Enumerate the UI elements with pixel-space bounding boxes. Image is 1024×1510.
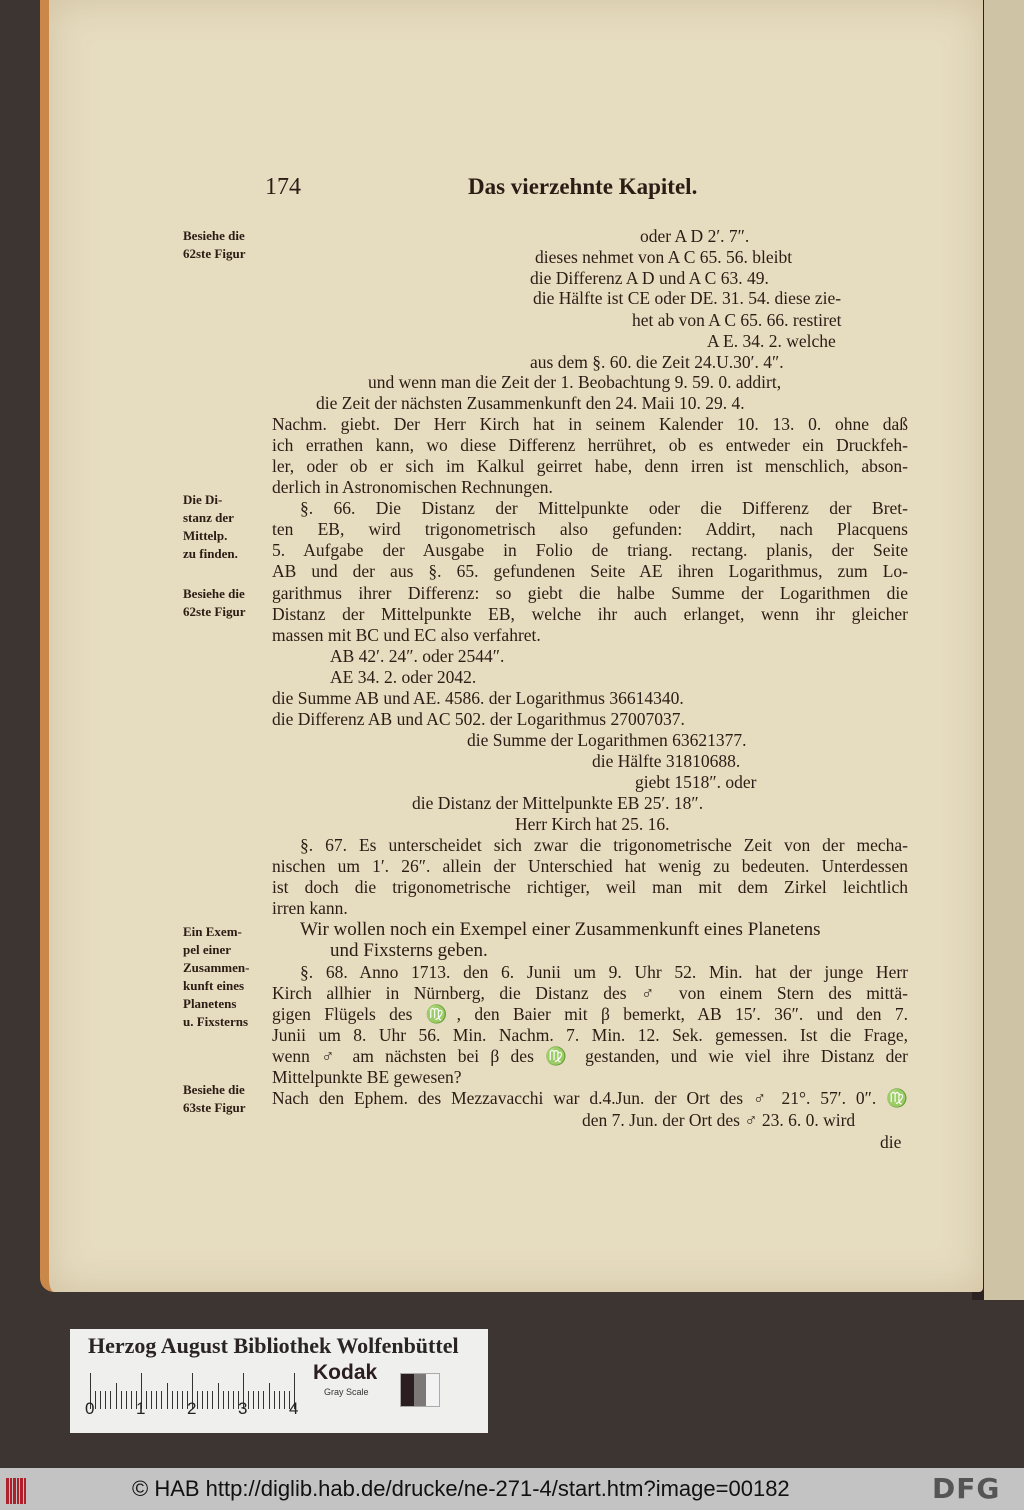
ruler-tick bbox=[95, 1391, 96, 1409]
text-line: die Summe AB und AE. 4586. der Logarithmus 36614340. bbox=[272, 688, 684, 708]
margin-note: Planetens bbox=[183, 996, 237, 1011]
margin-note: Besiehe die bbox=[183, 1082, 245, 1097]
text-line: den 7. Jun. der Ort des ♂ 23. 6. 0. wird bbox=[582, 1110, 856, 1130]
margin-note: Die Di- bbox=[183, 492, 223, 507]
text-line: und wenn man die Zeit der 1. Beobachtung 9. 59. 0. addirt, bbox=[368, 372, 782, 392]
ruler-tick bbox=[202, 1391, 203, 1409]
ruler-tick bbox=[172, 1391, 173, 1409]
text-line: Kirch allhier in Nürnberg, die Distanz des ♂ von einem Stern des mittä- bbox=[272, 983, 908, 1003]
text-line: Herr Kirch hat 25. 16. bbox=[515, 814, 670, 834]
text-line: Distanz der Mittelpunkte EB, welche ihr auch erlanget, wenn ihr gleicher bbox=[272, 604, 908, 624]
text-line: die bbox=[880, 1132, 902, 1152]
text-line: Nachm. giebt. Der Herr Kirch hat in seinem Kalender 10. 13. 0. ohne daß bbox=[272, 414, 908, 434]
ruler-tick bbox=[248, 1391, 249, 1409]
margin-note: 63ste Figur bbox=[183, 1100, 246, 1115]
page-number: 174 bbox=[265, 174, 301, 200]
text-line: AB und der aus §. 65. gefundenen Seite AE ihren Logarithmus, zum Lo- bbox=[272, 561, 908, 581]
text-line: oder A D 2′. 7″. bbox=[640, 226, 750, 246]
text-line: dieses nehmet von A C 65. 56. bleibt bbox=[535, 247, 793, 267]
gray-scale-label: Gray Scale bbox=[324, 1387, 369, 1397]
ruler-tick bbox=[197, 1391, 198, 1409]
text-line: A E. 34. 2. welche bbox=[707, 331, 836, 351]
margin-note: zu finden. bbox=[183, 546, 238, 561]
ruler-tick bbox=[218, 1383, 219, 1409]
text-line: die Hälfte 31810688. bbox=[592, 751, 741, 771]
margin-note: Besiehe die bbox=[183, 586, 245, 601]
text-line: massen mit BC und EC also verfahret. bbox=[272, 625, 541, 645]
next-page-edge bbox=[984, 0, 1024, 1300]
margin-note: Zusammen- bbox=[183, 960, 250, 975]
footer-bar bbox=[0, 1468, 1024, 1510]
text-line: AB 42′. 24″. oder 2544″. bbox=[330, 646, 505, 666]
margin-note: 62ste Figur bbox=[183, 604, 246, 619]
ruler-tick bbox=[223, 1391, 224, 1409]
text-line: 5. Aufgabe der Ausgabe in Folio de triang. rectang. planis, der Seite bbox=[272, 540, 908, 560]
ruler-tick bbox=[156, 1391, 157, 1409]
ruler-tick bbox=[146, 1391, 147, 1409]
text-line: ten EB, wird trigonometrisch also gefunden: Addirt, nach Placquens bbox=[272, 519, 908, 539]
ruler-tick bbox=[228, 1391, 229, 1409]
footer-copyright-link[interactable]: © HAB http://diglib.hab.de/drucke/ne-271-4/start.htm?image=00182 bbox=[132, 1476, 790, 1501]
running-title: Das vierzehnte Kapitel. bbox=[468, 174, 698, 199]
text-line: und Fixsterns geben. bbox=[330, 940, 488, 961]
text-line: die Distanz der Mittelpunkte EB 25′. 18″. bbox=[412, 793, 704, 813]
kodak-logo: Kodak bbox=[313, 1361, 378, 1384]
ruler-tick bbox=[284, 1391, 285, 1409]
margin-note: 62ste Figur bbox=[183, 246, 246, 261]
text-line: Wir wollen noch ein Exempel einer Zusammenkunft eines Planetens bbox=[300, 919, 821, 940]
text-line: wenn ♂ am nächsten bei β des ♍ gestanden, und wie viel ihre Distanz der bbox=[272, 1046, 908, 1066]
text-line: die Summe der Logarithmen 63621377. bbox=[467, 730, 747, 750]
text-line: die Hälfte ist CE oder DE. 31. 54. diese zie- bbox=[533, 288, 842, 308]
margin-note: Ein Exem- bbox=[183, 924, 242, 939]
text-line: irren kann. bbox=[272, 898, 348, 918]
ruler-tick bbox=[253, 1391, 254, 1409]
text-line: derlich in Astronomischen Rechnungen. bbox=[272, 477, 553, 497]
ruler-number: 4 bbox=[289, 1399, 299, 1418]
ruler-number: 3 bbox=[238, 1399, 248, 1418]
text-line: nischen um 1′. 26″. allein der Unterschied hat wenig zu bedeuten. Unterdessen bbox=[272, 856, 908, 876]
text-line: §. 66. Die Distanz der Mittelpunkte oder die Differenz der Bret- bbox=[300, 498, 908, 518]
ruler-tick bbox=[207, 1391, 208, 1409]
text-line: ich errathen kann, wo diese Differenz herrühret, ob es entweder ein Druckfeh- bbox=[272, 435, 908, 455]
text-line: die Differenz A D und A C 63. 49. bbox=[530, 268, 769, 288]
library-name: Herzog August Bibliothek Wolfenbüttel bbox=[88, 1333, 459, 1358]
text-line: het ab von A C 65. 66. restiret bbox=[632, 310, 842, 330]
ruler-tick bbox=[233, 1391, 234, 1409]
ruler-tick bbox=[182, 1391, 183, 1409]
ruler-number: 1 bbox=[136, 1399, 146, 1418]
ruler-tick bbox=[151, 1391, 152, 1409]
ruler-tick bbox=[100, 1391, 101, 1409]
text-line: ler, oder ob er sich im Kalkul geirret habe, denn irren ist menschlich, abson- bbox=[272, 456, 908, 476]
dfg-logo: DFG bbox=[932, 1472, 1001, 1505]
text-line: giebt 1518″. oder bbox=[635, 772, 757, 792]
text-line: AE 34. 2. oder 2042. bbox=[330, 667, 477, 687]
hab-logo-icon bbox=[6, 1478, 26, 1504]
ruler-tick bbox=[116, 1383, 117, 1409]
text-line: Nach den Ephem. des Mezzavacchi war d.4.Jun. der Ort des ♂ 21°. 57′. 0″. ♍ bbox=[272, 1088, 908, 1108]
ruler-tick bbox=[263, 1391, 264, 1409]
text-line: §. 67. Es unterscheidet sich zwar die trigonometrische Zeit von der mecha- bbox=[300, 835, 908, 855]
margin-note: Mittelp. bbox=[183, 528, 228, 543]
color-reference-card bbox=[70, 1329, 488, 1433]
ruler-tick bbox=[161, 1391, 162, 1409]
text-line: §. 68. Anno 1713. den 6. Junii um 9. Uhr 52. Min. hat der junge Herr bbox=[300, 962, 908, 982]
ruler-number: 0 bbox=[85, 1399, 95, 1418]
ruler-number: 2 bbox=[187, 1399, 197, 1418]
gray-swatch bbox=[400, 1373, 440, 1407]
margin-note: u. Fixsterns bbox=[183, 1014, 248, 1029]
ruler-tick bbox=[269, 1383, 270, 1409]
ruler-tick bbox=[258, 1391, 259, 1409]
text-line: die Zeit der nächsten Zusammenkunft den 24. Maii 10. 29. 4. bbox=[316, 393, 745, 413]
ruler-tick bbox=[110, 1391, 111, 1409]
ruler-tick bbox=[177, 1391, 178, 1409]
text-line: Junii um 8. Uhr 56. Min. Nachm. 7. Min. 12. Sek. gemessen. Ist die Frage, bbox=[272, 1025, 908, 1045]
text-line: die Differenz AB und AC 502. der Logarithmus 27007037. bbox=[272, 709, 685, 729]
text-line: garithmus ihrer Differenz: so giebt die halbe Summe der Logarithmen die bbox=[272, 583, 908, 603]
margin-note: Besiehe die bbox=[183, 228, 245, 243]
ruler-tick bbox=[105, 1391, 106, 1409]
ruler-tick bbox=[131, 1391, 132, 1409]
ruler-tick bbox=[167, 1383, 168, 1409]
ruler-tick bbox=[212, 1391, 213, 1409]
margin-note: pel einer bbox=[183, 942, 232, 957]
ruler-tick bbox=[126, 1391, 127, 1409]
text-line: aus dem §. 60. die Zeit 24.U.30′. 4″. bbox=[530, 352, 784, 372]
text-line: gigen Flügels des ♍, den Baier mit β bemerkt, AB 15′. 36″. und den 7. bbox=[272, 1004, 908, 1024]
ruler-tick bbox=[121, 1391, 122, 1409]
margin-note: kunft eines bbox=[183, 978, 245, 993]
text-line: Mittelpunkte BE gewesen? bbox=[272, 1067, 462, 1087]
text-line: ist doch die trigonometrische richtiger, weil man mit dem Zirkel leichtlich bbox=[272, 877, 908, 897]
margin-note: stanz der bbox=[183, 510, 234, 525]
ruler-tick bbox=[274, 1391, 275, 1409]
ruler-tick bbox=[279, 1391, 280, 1409]
